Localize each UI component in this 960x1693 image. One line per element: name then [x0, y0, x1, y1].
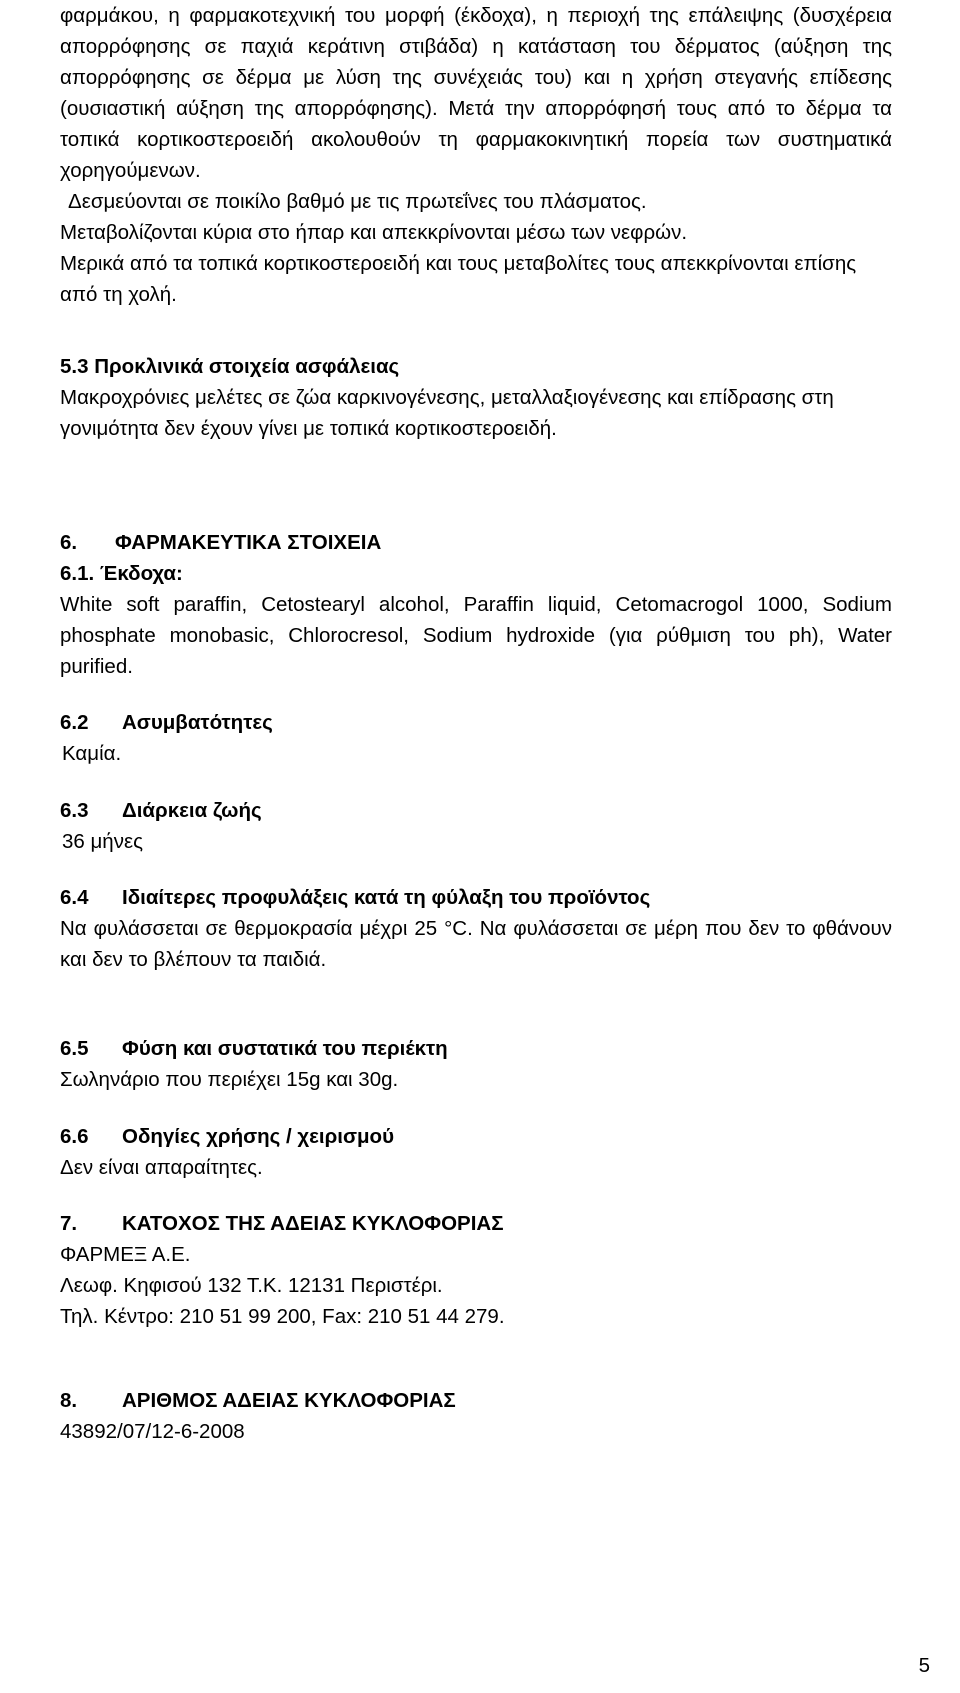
section-6-1-title: Έκδοχα: [99, 562, 183, 585]
section-8-heading [60, 1385, 892, 1416]
section-6-4-text: Να φυλάσσεται σε θερμοκρασία μέχρι 25 °C. Να φυλάσσεται σε μέρη που δεν το φθάνουν και δεν το βλέπουν τα παιδιά. [60, 917, 892, 971]
section-7 [60, 1208, 892, 1332]
section-6-3-number: 6.3 [60, 799, 89, 822]
bile-excretion-paragraph: Μερικά από τα τοπικά κορτικοστεροειδή και τους μεταβολίτες τους απεκκρίνονται επίσης από τη χολή. [60, 252, 857, 306]
section-8-title: ΑΡΙΘΜΟΣ ΑΔΕΙΑΣ ΚΥΚΛΟΦΟΡΙΑΣ [122, 1389, 456, 1412]
protein-binding-line: Δεσμεύονται σε ποικίλο βαθμό με τις πρωτεΐνες του πλάσματος. [68, 190, 647, 213]
section-6-3-heading [60, 795, 892, 826]
section-6-6 [60, 1121, 892, 1183]
section-6-2-number: 6.2 [60, 711, 89, 734]
section-6-3 [60, 795, 892, 857]
section-6-2 [60, 707, 892, 769]
section-6-title: ΦΑΡΜΑΚΕΥΤΙΚΑ ΣΤΟΙΧΕΙΑ [115, 531, 382, 554]
section-6-5-title: Φύση και συστατικά του περιέκτη [122, 1037, 448, 1060]
section-7-address: Λεωφ. Κηφισού 132 Τ.Κ. 12131 Περιστέρι. [60, 1274, 443, 1297]
section-6-3-title: Διάρκεια ζωής [122, 799, 262, 822]
section-7-heading [60, 1208, 892, 1239]
section-5-3-text: Μακροχρόνιες μελέτες σε ζώα καρκινογένεσης, μεταλλαξιογένεσης και επίδρασης στη γονιμότητα δεν έχουν γίνει με τοπικά κορτικοστεροειδή. [60, 386, 834, 440]
page-number: 5 [918, 1654, 930, 1677]
section-6-5-text: Σωληνάριο που περιέχει 15g και 30g. [60, 1068, 399, 1091]
section-5-3-heading: 5.3 Προκλινικά στοιχεία ασφάλειας [60, 355, 400, 378]
section-7-phone: Τηλ. Κέντρο: 210 51 99 200, Fax: 210 51 44 279. [60, 1305, 505, 1328]
section-8 [60, 1385, 892, 1447]
section-6-4-heading [60, 882, 892, 913]
intro-section [60, 0, 892, 310]
section-6-6-text: Δεν είναι απαραίτητες. [60, 1156, 263, 1179]
section-6-6-number: 6.6 [60, 1125, 89, 1148]
section-6 [60, 527, 892, 682]
section-6-4-number: 6.4 [60, 886, 89, 909]
section-6-1-number: 6.1. [60, 562, 95, 585]
section-6-4 [60, 882, 892, 975]
section-6-1-heading [60, 558, 892, 589]
section-6-5-heading [60, 1033, 892, 1064]
section-6-4-title: Ιδιαίτερες προφυλάξεις κατά τη φύλαξη του προϊόντος [122, 886, 651, 909]
section-6-heading [60, 527, 892, 558]
section-5-3 [60, 351, 892, 444]
section-6-2-title: Ασυμβατότητες [122, 711, 273, 734]
section-7-company: ΦΑΡΜΕΞ Α.Ε. [60, 1243, 191, 1266]
section-6-6-title: Οδηγίες χρήσης / χειρισμού [122, 1125, 395, 1148]
section-6-2-heading [60, 707, 892, 738]
section-7-number: 7. [60, 1212, 78, 1235]
section-6-5 [60, 1033, 892, 1095]
section-6-number: 6. [60, 531, 78, 554]
section-6-1-text: White soft paraffin, Cetostearyl alcohol, Paraffin liquid, Cetomacrogol 1000, Sodium phosphate monobasic, Chlorocresol, Sodium hydroxide (για ρύθμιση του ph), Water purified. [60, 593, 892, 678]
section-6-2-text: Καμία. [62, 742, 122, 765]
section-7-title: ΚΑΤΟΧΟΣ ΤΗΣ ΑΔΕΙΑΣ ΚΥΚΛΟΦΟΡΙΑΣ [122, 1212, 504, 1235]
section-6-6-heading [60, 1121, 892, 1152]
section-6-5-number: 6.5 [60, 1037, 89, 1060]
section-6-3-text: 36 μήνες [62, 830, 143, 853]
section-8-text: 43892/07/12-6-2008 [60, 1420, 245, 1443]
metabolism-line: Μεταβολίζονται κύρια στο ήπαρ και απεκκρίνονται μέσω των νεφρών. [60, 221, 688, 244]
section-8-number: 8. [60, 1389, 78, 1412]
intro-paragraph: φαρμάκου, η φαρμακοτεχνική του μορφή (έκδοχα), η περιοχή της επάλειψης (δυσχέρεια απορρόφησης σε παχιά κεράτινη στιβάδα) η κατάσταση του δέρματος (αύξηση της απορρόφησης σε δέρμα με λύση της συνέχειάς του) και η χρήση στεγανής επίδεσης (ουσιαστική αύξηση της απορρόφησης). Μετά την απορρόφησή τους από το δέρμα τα τοπικά κορτικοστεροειδή ακολουθούν τη φαρμακοκινητική πορεία των συστηματικά χορηγούμενων. [60, 4, 892, 182]
